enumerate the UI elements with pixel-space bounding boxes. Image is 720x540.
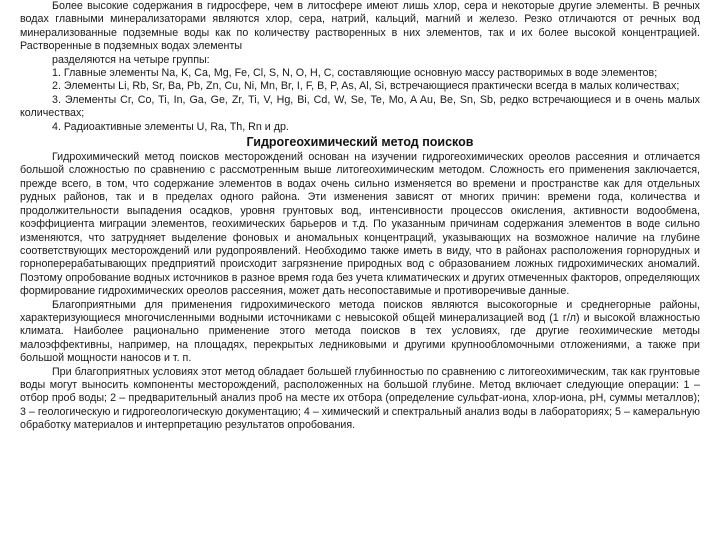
section-heading: Гидрогеохимический метод поисков	[246, 135, 474, 150]
method-paragraph-2: Благоприятными для применения гидрохимического метода поисков являются высокогорные и среднегорные районы, характеризующиеся многочисленными водными источниками с невысокой общей минерализацией вод (1 г/л) и высокой влажностью климата. Наиболее рационально применение этого метода поисков в тех условиях, где другие геохимические методы малоэффективны, например, на площадях, перекрытых ледниковыми и другими крупнообломочными отложениями, а также при большой мощности наносов и т. п.	[20, 298, 700, 365]
element-group-3: 3. Элементы Cr, Co, Ti, In, Ga, Ge, Zr, Ti, V, Hg, Bi, Cd, W, Se, Te, Mo, A Au, Be, Sn, Sb, редко встречающиеся и в очень малых количествах;	[20, 93, 700, 120]
method-paragraph-1: Гидрохимический метод поисков месторождений основан на изучении гидрогеохимических ореолов рассеяния и отличается большой сложностью по сравнению с рассмотренным выше литогеохимическим методом. Сложность его применения заключается, прежде всего, в том, что содержание элементов в водах очень сильно изменяется во времени и пространстве как для отдельных рудных районов, так и в пределах одного района. Эти изменения зависят от многих причин: времени года, количества и продолжительности выпадения осадков, уровня грунтовых вод, интенсивности процессов окисления, активности водообмена, коэффициента миграции элементов, геохимических барьеров и т.д. По указанным причинам содержания элементов в воде сильно изменяются, что затрудняет выделение фоновых и аномальных концентраций, указывающих на возможное наличие на глубине соответствующих месторождений или рудопроявлений. Необходимо также иметь в виду, что в районах расположения горнорудных и горноперерабатывающих предприятий происходит загрязнение природных вод с образованием ложных гидрохимических аномалий. Поэтому опробование водных источников в разное время года без учета климатических и других отмеченных факторов, определяющих формирование гидрохимических ореолов рассеяния, может дать несопоставимые и противоречивые данные.	[20, 151, 700, 298]
method-paragraph-3: При благоприятных условиях этот метод обладает большей глубинностью по сравнению с литогеохимическим, так как грунтовые воды могут выносить компоненты месторождений, расположенных на большой глубине. Метод включает следующие операции: 1 – отбор проб воды; 2 – предварительный анализ проб на месте их отбора (определение сульфат-иона, хлор-иона, рН, суммы металлов); 3 – геологическую и гидрогеологическую документацию; 4 – химический и спектральный анализ воды в лабораториях; 5 – камеральную обработку материалов и интерпретацию результатов опробования.	[20, 365, 700, 432]
element-group-2: 2. Элементы Li, Rb, Sr, Ba, Pb, Zn, Cu, Ni, Mn, Br, I, F, B, P, As, Al, Si, встречающиеся практически всегда в малых количествах;	[52, 80, 680, 93]
element-group-1: 1. Главные элементы Na, K, Ca, Mg, Fe, Cl, S, N, O, H, C, составляющие основную массу растворимых в воде элементов;	[52, 67, 658, 80]
element-group-4: 4. Радиоактивные элементы U, Ra, Th, Rn и др.	[52, 120, 289, 133]
intro-paragraph: Более высокие содержания в гидросфере, чем в литосфере имеют лишь хлор, сера и некоторые другие элементы. В речных водах главными минерализаторами являются хлор, сера, натрий, кальций, магний и железо. Резко отличаются от речных вод минерализованные подземные воды как по количеству растворенных в них элементов, так и их более высокой концентрацией. Растворенные в подземных водах элементы	[20, 0, 700, 53]
groups-sentence: разделяются на четыре группы:	[52, 53, 210, 66]
